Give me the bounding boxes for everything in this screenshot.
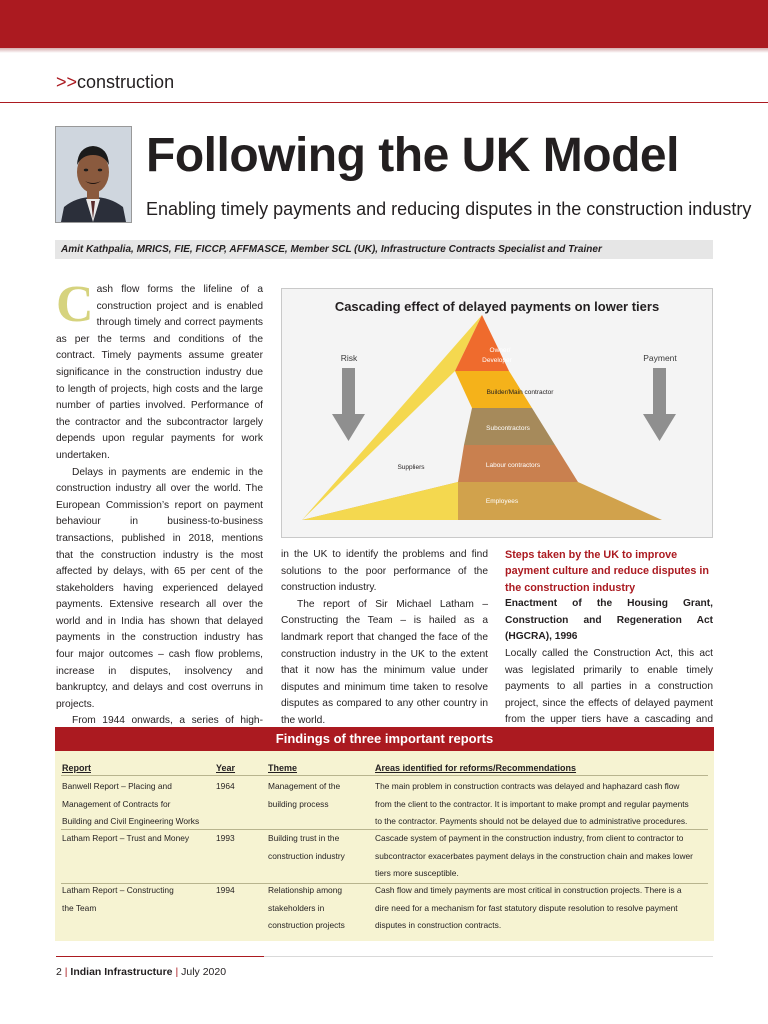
footer-rule-light: [264, 956, 713, 957]
page-footer: [56, 966, 226, 978]
column-1: [56, 276, 263, 763]
tier-owner-label: Owner/: [489, 347, 511, 354]
page-number: 2: [56, 966, 62, 978]
risk-arrow-icon: [332, 368, 365, 441]
tier-builder-label: Builder/Main contractor: [486, 389, 554, 396]
page-title: Following the UK Model: [146, 129, 679, 182]
footer-rule: [56, 956, 264, 957]
table-cell-theme: [268, 778, 340, 813]
cell-line: subcontractor exacerbates payment delays in the construction chain and makes lower: [375, 850, 693, 861]
paragraph-4: in the UK to identify the problems and find solutions to the poor performance of the construction industry.: [281, 549, 488, 594]
pyramid-diagram: [282, 289, 712, 537]
cell-line: construction industry: [268, 850, 345, 861]
table-row-divider: [61, 775, 708, 776]
pyramid-figure: [281, 288, 713, 538]
top-banner-shadow: [0, 48, 768, 53]
cell-line: Building and Civil Engineering Works: [62, 816, 200, 826]
table-cell-areas: [375, 882, 710, 935]
cell-line: stakeholders in: [268, 902, 325, 913]
paragraph-6: Locally called the Construction Act, this act was legislated primarily to enable timely payments to all parties in a construction project, since the effects of delayed payment from the upper tiers have a cascading and: [505, 648, 713, 726]
figure-title: Cascading effect of delayed payments on lower tiers: [334, 299, 660, 314]
header-rule: [0, 102, 768, 103]
section-name: construction: [77, 72, 175, 92]
cell-line: the Team: [62, 902, 97, 913]
table-header-report: Report: [62, 763, 91, 773]
table-cell-areas: [375, 778, 710, 831]
cell-line: The main problem in construction contracts was delayed and haphazard cash flow: [375, 781, 680, 791]
cell-line: tiers more susceptible.: [375, 868, 459, 878]
section-arrows: >>: [56, 72, 78, 92]
page-subtitle: Enabling timely payments and reducing disputes in the construction industry: [146, 199, 752, 219]
cell-line: Building trust in the: [268, 833, 340, 843]
table-cell-report: [62, 778, 212, 831]
table-cell-year: 1993: [216, 833, 235, 843]
cell-line: building process: [268, 798, 329, 809]
cell-line: from the client to the contractor. It is important to make prompt and regular payments: [375, 798, 689, 809]
cell-line: dire need for a mechanism for fast statutory dispute resolution to resolve payment: [375, 902, 678, 913]
cell-line: to the contractor. Payments should not be delayed due to administrative procedures.: [375, 816, 688, 826]
section-heading: Steps taken by the UK to improve payment culture and reduce disputes in the construction industry: [505, 549, 709, 594]
cell-line: Latham Report – Trust and Money: [62, 833, 190, 843]
suppliers-tier-base: [302, 482, 458, 520]
section-subheading: Enactment of the Housing Grant, Construction and Regeneration Act (HGCRA), 1996: [505, 598, 713, 643]
cell-line: Management of Contracts for: [62, 798, 171, 809]
paragraph-3: From 1944 onwards, a series of high-: [72, 715, 263, 727]
cell-line: Relationship among: [268, 885, 343, 895]
cell-line: Banwell Report – Placing and: [62, 781, 172, 791]
table-cell-areas: [375, 830, 710, 883]
byline: Amit Kathpalia, MRICS, FIE, FICCP, AFFMASCE, Member SCL (UK), Infrastructure Contracts Specialist and Trainer: [55, 240, 713, 259]
paragraph-1: ash flow forms the lifeline of a construction project and is enabled through timely and correct payments as per the terms and conditions of the contract. Timely payments assume greater significance in the construction industry due to length of projects, high costs and the large number of parties involved. Performance of the contractor and the subcontractor largely depends upon regular payments for work undertaken.: [56, 284, 263, 461]
cell-line: Cascade system of payment in the construction industry, from client to contractor to: [375, 833, 684, 843]
payment-label: Payment: [643, 353, 677, 363]
top-banner: [0, 0, 768, 48]
payment-arrow-icon: [643, 368, 676, 441]
paragraph-5: The report of Sir Michael Latham – Constructing the Team – is hailed as a landmark report that changed the face of the construction industry in the UK to the extent that it now has the minimum value under disputes and minimum time taken to resolve disputes as compared to any other country in the world.: [281, 598, 488, 726]
table-header-areas: Areas identified for reforms/Recommendations: [375, 763, 577, 773]
tier-labour-label: Labour contractors: [485, 462, 541, 469]
table-cell-theme: [268, 830, 345, 865]
section-tag: [56, 72, 174, 93]
table-cell-report: [62, 830, 212, 848]
tier-developer-label: Developer: [482, 357, 512, 364]
issue-date: July 2020: [181, 966, 227, 978]
drop-cap: C: [56, 276, 94, 333]
risk-label: Risk: [340, 353, 358, 363]
publication-name: Indian Infrastructure: [70, 966, 173, 978]
table-cell-theme: [268, 882, 345, 935]
table-header-year: Year: [216, 763, 236, 773]
footer-separator: |: [175, 966, 179, 978]
column-2: [281, 547, 488, 730]
tier-suppliers-label: Suppliers: [397, 464, 425, 471]
table-title: Findings of three important reports: [55, 727, 714, 751]
cell-line: Latham Report – Constructing: [62, 885, 174, 895]
table-cell-year: 1964: [216, 781, 235, 791]
cell-line: disputes in construction contracts.: [375, 920, 502, 930]
author-photo: [55, 126, 132, 223]
cell-line: Management of the: [268, 781, 341, 791]
footer-separator: |: [64, 966, 68, 978]
table-header-theme: Theme: [268, 763, 298, 773]
table-cell-report: [62, 882, 212, 917]
column-3: [505, 547, 713, 746]
table-cell-year: 1994: [216, 885, 235, 895]
cell-line: Cash flow and timely payments are most critical in construction projects. There is a: [375, 885, 682, 895]
paragraph-2: Delays in payments are endemic in the construction industry all over the world. The European Commission’s report on payment behaviour in business-to-business transactions, published in 2018, mentions that the construction industry is the most affected by delays, with 65 per cent of the stakeholders having experienced delayed payments. Extensive research all over the world and in India has shown that delayed payments in the construction industry has four major outcomes – cash flow problems, increase in disputes, insolvency and bankruptcy, and delays and cost overruns in projects.: [56, 466, 263, 710]
tier-subcontractors-label: Subcontractors: [486, 425, 530, 432]
cell-line: construction projects: [268, 920, 345, 930]
tier-employees-label: Employees: [485, 498, 519, 505]
findings-table: [55, 727, 714, 941]
